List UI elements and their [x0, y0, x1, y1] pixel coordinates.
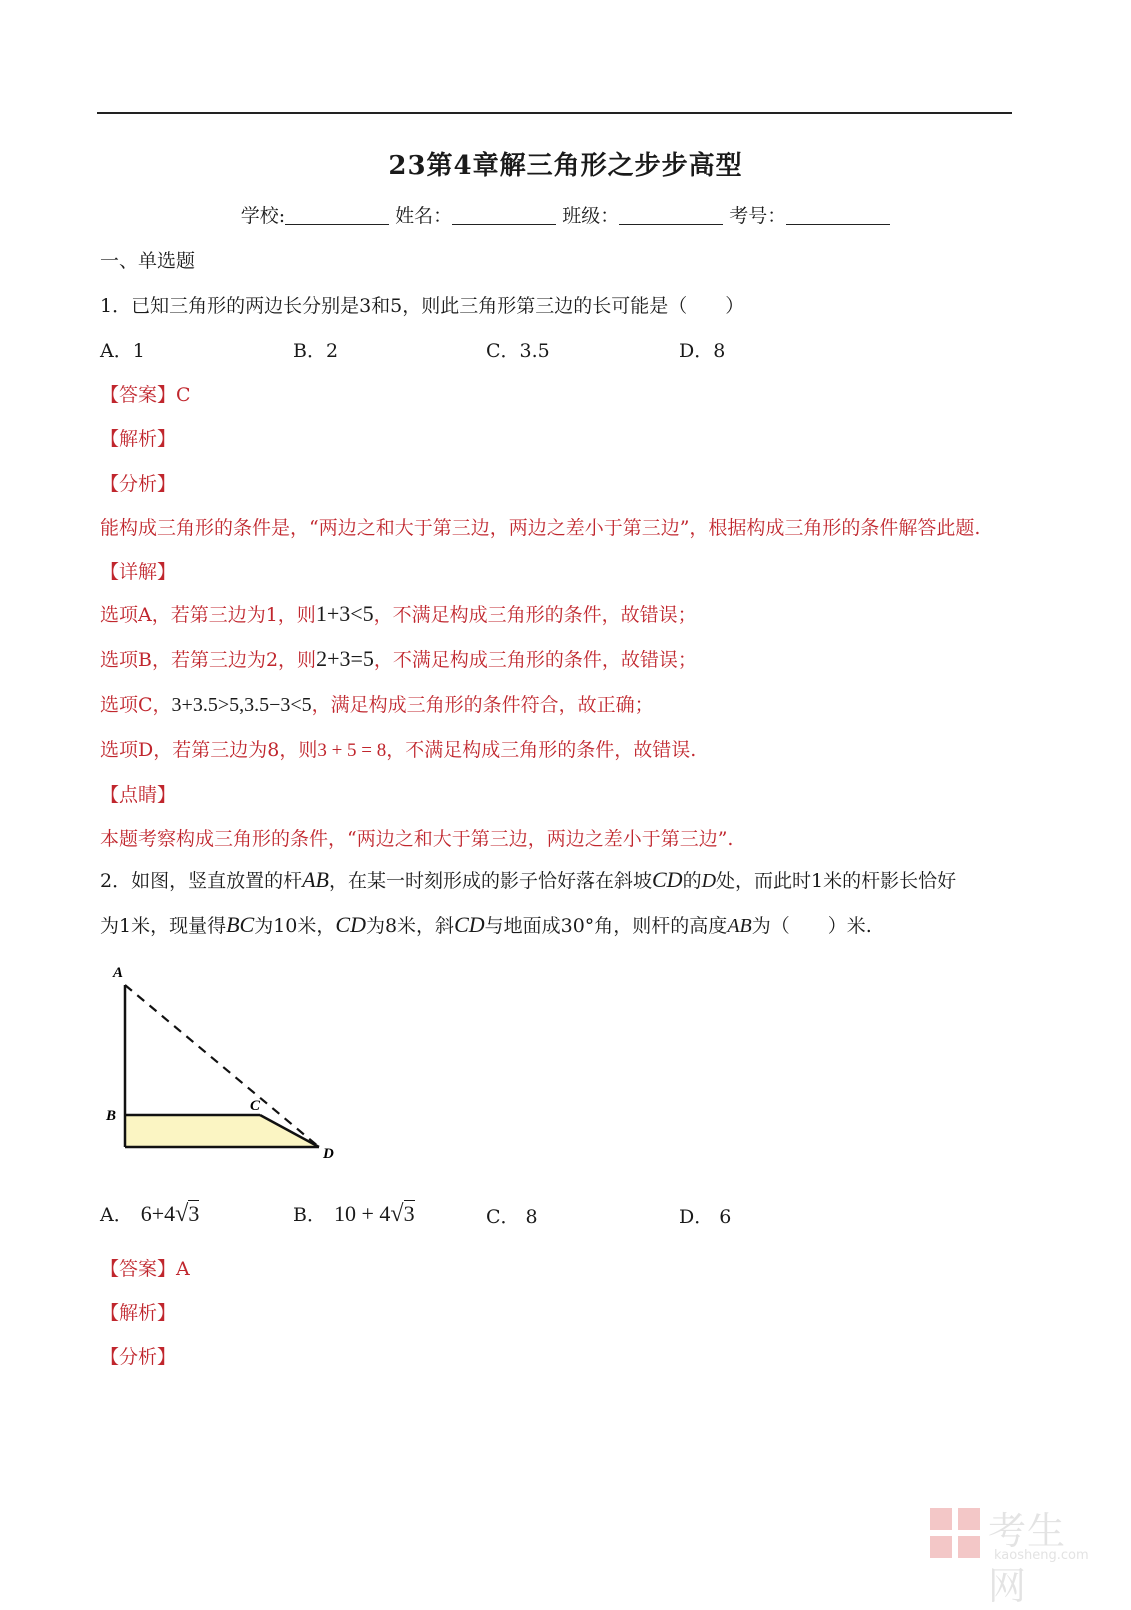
q2-s9: 为（ ）米.: [751, 915, 872, 937]
label-b: B: [106, 1108, 117, 1124]
q2-answer: 【答案】A: [100, 1258, 190, 1280]
header-rule: [97, 112, 1012, 114]
q1-option-d: D．8: [679, 340, 726, 362]
detail-a-math: 1+3<5: [315, 601, 374, 626]
q1-jiexi: 【解析】: [100, 428, 177, 450]
section-heading: 一、单选题: [100, 250, 196, 272]
q2-option-d-value: 6: [719, 1206, 732, 1228]
q1-fenxi: 【分析】: [100, 473, 177, 495]
watermark-url: kaosheng.com: [994, 1548, 1089, 1563]
q2-s5: 为1米，现量得: [100, 915, 227, 937]
q1-xiangjie: 【详解】: [100, 561, 177, 583]
q2-var-bc: BC: [226, 912, 255, 937]
q2-var-cd2: CD: [335, 912, 366, 937]
q2-stem-line1: [100, 866, 956, 893]
q2-figure: [100, 960, 350, 1170]
q2-s7: 为8米，斜: [365, 915, 455, 937]
q1-stem: 1．已知三角形的两边长分别是3和5，则此三角形第三边的长可能是（ ）: [100, 295, 745, 317]
class-blank[interactable]: [619, 206, 723, 225]
q2-s2: ，在某一时刻形成的影子恰好落在斜坡: [328, 870, 652, 892]
detail-c-math: 3+3.5>5,3.5−3<5: [171, 694, 312, 716]
q1-dianjing: 【点睛】: [100, 784, 177, 806]
detail-d-pre: 选项D，若第三边为8，则: [100, 739, 318, 761]
q2-option-a-value: 6+4: [140, 1201, 176, 1226]
q2-var-ab2: AB: [727, 915, 752, 937]
detail-b-math: 2+3=5: [316, 646, 374, 671]
q2-s4: 处，而此时1米的杆影长恰好: [716, 870, 957, 892]
detail-a-post: ，不满足构成三角形的条件，故错误；: [373, 604, 697, 626]
name-blank[interactable]: [452, 206, 556, 225]
q2-option-b-label: B．: [293, 1204, 326, 1226]
q1-answer: 【答案】C: [100, 384, 191, 406]
q2-jiexi: 【解析】: [100, 1302, 177, 1324]
detail-b-post: ，不满足构成三角形的条件，故错误；: [373, 649, 697, 671]
detail-a-pre: 选项A，若第三边为1，则: [100, 604, 316, 626]
q1-fenxi-text: 能构成三角形的条件是，“两边之和大于第三边，两边之差小于第三边”，根据构成三角形的条件解答此题.: [100, 517, 981, 539]
q2-var-d: D: [701, 870, 717, 892]
q1-option-a: A．1: [100, 340, 145, 362]
q1-detail-d: [100, 735, 696, 762]
q2-s8: 与地面成30°角，则杆的高度: [484, 915, 728, 937]
label-a: A: [113, 965, 124, 981]
detail-b-pre: 选项B，若第三边为2，则: [100, 649, 317, 671]
q2-option-a-label: A．: [100, 1204, 133, 1226]
name-label: 姓名：: [395, 205, 453, 227]
q2-option-d-label: D．: [679, 1206, 714, 1228]
exam-no-blank[interactable]: [786, 206, 890, 225]
q2-option-a-radicand: 3: [188, 1201, 200, 1226]
exam-no-label: 考号：: [729, 205, 787, 227]
q1-detail-c: [100, 690, 654, 717]
watermark-logo: [928, 1500, 1098, 1608]
sqrt-sign: √: [390, 1201, 404, 1227]
q1-dianjing-text: 本题考察构成三角形的条件，“两边之和大于第三边，两边之差小于第三边”.: [100, 828, 734, 850]
q2-option-c-label: C．: [486, 1206, 520, 1228]
q2-option-b: [293, 1200, 415, 1228]
q2-stem-line2: [100, 911, 872, 938]
page-title: 23第4章解三角形之步步高型: [388, 151, 743, 181]
class-label: 班级：: [562, 205, 620, 227]
q2-option-c-value: 8: [525, 1206, 538, 1228]
label-d: D: [323, 1146, 334, 1162]
detail-c-post: ，满足构成三角形的条件符合，故正确；: [311, 694, 654, 716]
watermark-brand: 考生网: [988, 1509, 1067, 1608]
q2-option-d: [679, 1202, 731, 1229]
q2-option-b-value: 10 + 4: [333, 1201, 391, 1226]
school-label: 学校:: [240, 205, 286, 227]
detail-c-pre: 选项C，: [100, 694, 172, 716]
q2-var-cd: CD: [652, 867, 683, 892]
student-info-line: [0, 201, 1131, 228]
q2-option-a: [100, 1200, 199, 1228]
q1-option-b: B．2: [293, 340, 339, 362]
school-blank[interactable]: [285, 206, 389, 225]
q2-option-b-radicand: 3: [403, 1201, 415, 1226]
label-c: C: [250, 1098, 261, 1114]
q1-option-c: C．3.5: [486, 340, 550, 362]
q1-detail-b: [100, 645, 697, 672]
q2-var-ab: AB: [302, 867, 329, 892]
q2-s6: 为10米，: [254, 915, 336, 937]
q2-s1: 2．如图，竖直放置的杆: [100, 870, 303, 892]
q2-s3: 的: [682, 870, 702, 892]
detail-d-math: 3 + 5 = 8: [317, 740, 387, 761]
sqrt-sign: √: [175, 1201, 189, 1227]
watermark-icon: [928, 1502, 988, 1572]
q2-fenxi: 【分析】: [100, 1346, 177, 1368]
q2-option-c: [486, 1202, 538, 1229]
q1-detail-a: [100, 600, 697, 627]
q2-var-cd3: CD: [454, 912, 485, 937]
detail-d-post: ，不满足构成三角形的条件，故错误.: [386, 739, 697, 761]
